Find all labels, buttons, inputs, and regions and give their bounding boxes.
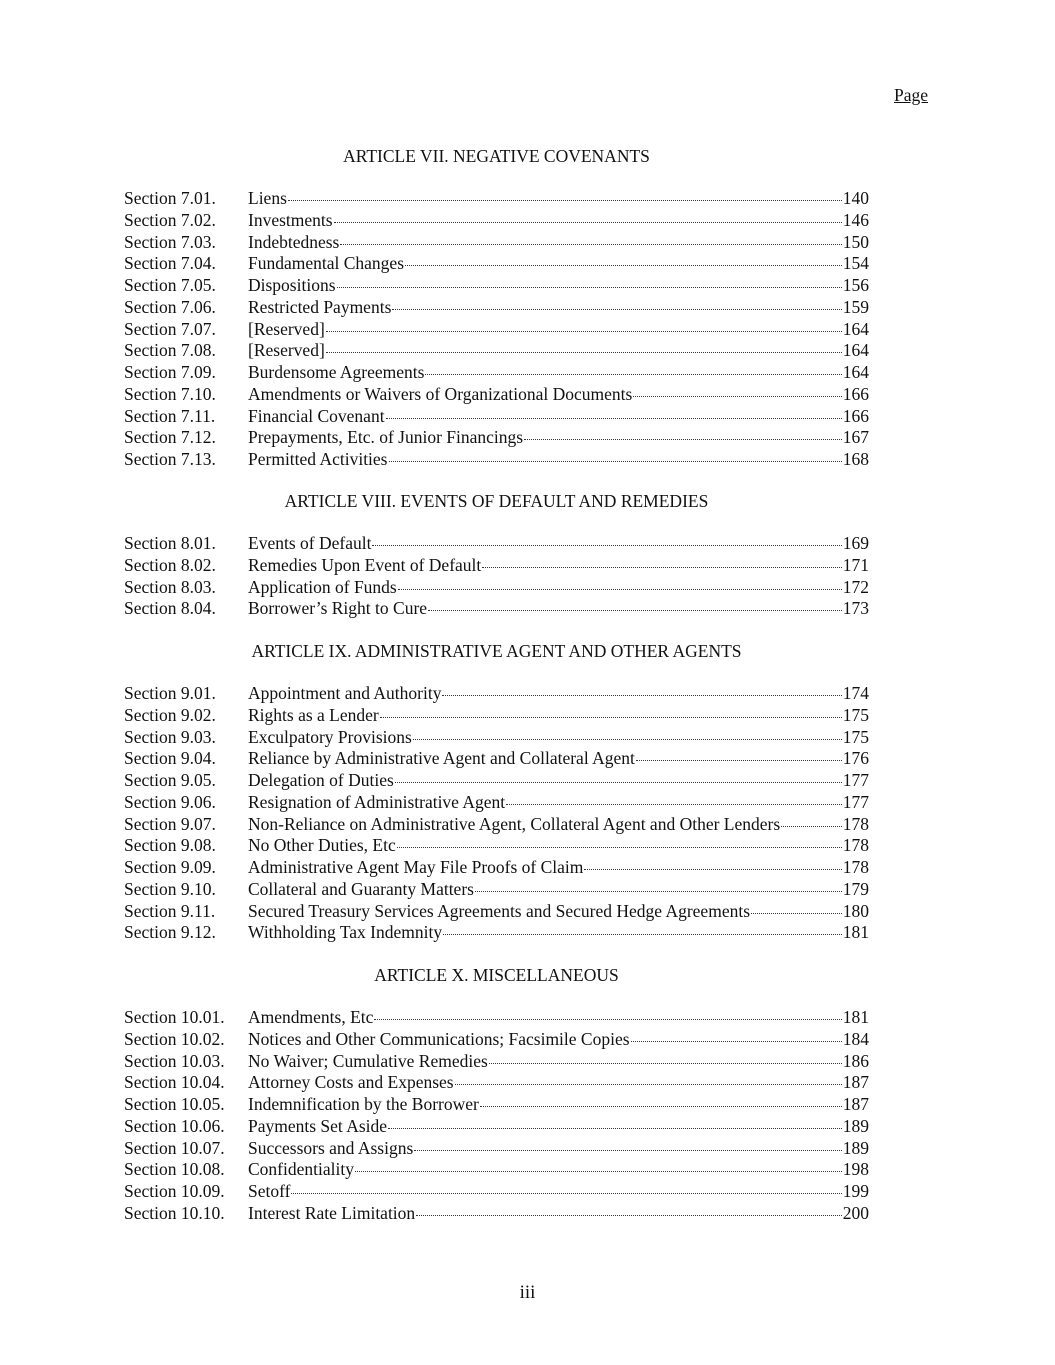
section-number: Section 7.10. bbox=[124, 383, 216, 404]
section-number: Section 10.02. bbox=[124, 1028, 225, 1049]
section-page-number: 175 bbox=[842, 704, 869, 725]
toc-entry[interactable] bbox=[124, 188, 869, 210]
toc-entry[interactable] bbox=[124, 1181, 869, 1203]
section-page-number: 177 bbox=[842, 791, 869, 812]
section-page-number: 178 bbox=[842, 835, 869, 856]
toc-entry[interactable] bbox=[124, 922, 869, 944]
section-title: Indemnification by the Borrower bbox=[248, 1094, 479, 1114]
toc-entry[interactable] bbox=[124, 577, 869, 599]
toc-entry[interactable] bbox=[124, 901, 869, 923]
dot-leader bbox=[326, 352, 842, 353]
toc-entry[interactable] bbox=[124, 210, 869, 232]
section-number: Section 8.04. bbox=[124, 598, 216, 619]
dot-leader bbox=[636, 760, 842, 761]
dot-leader bbox=[633, 396, 841, 397]
article-heading: ARTICLE VII. NEGATIVE COVENANTS bbox=[343, 146, 650, 166]
dot-leader bbox=[428, 610, 842, 611]
section-number: Section 7.01. bbox=[124, 188, 216, 208]
section-title: Remedies Upon Event of Default bbox=[248, 554, 482, 575]
dot-leader bbox=[443, 934, 842, 935]
section-number: Section 9.03. bbox=[124, 726, 216, 747]
dot-leader bbox=[455, 1084, 842, 1085]
section-number: Section 9.02. bbox=[124, 704, 216, 725]
section-number: Section 7.03. bbox=[124, 231, 216, 252]
section-title: Rights as a Lender bbox=[248, 704, 379, 725]
dot-leader bbox=[355, 1171, 842, 1172]
section-page-number: 181 bbox=[842, 922, 869, 943]
dot-leader bbox=[442, 695, 841, 696]
section-page-number: 175 bbox=[842, 726, 869, 747]
section-number: Section 9.10. bbox=[124, 878, 216, 899]
section-number: Section 10.03. bbox=[124, 1050, 225, 1071]
section-title: [Reserved] bbox=[248, 318, 325, 339]
dot-leader bbox=[475, 891, 842, 892]
dot-leader bbox=[334, 222, 842, 223]
section-page-number: 173 bbox=[842, 598, 869, 619]
section-number: Section 8.03. bbox=[124, 576, 216, 597]
dot-leader bbox=[397, 847, 842, 848]
section-number: Section 8.02. bbox=[124, 554, 216, 575]
toc-entry[interactable] bbox=[124, 748, 869, 770]
toc-entry[interactable] bbox=[124, 406, 869, 428]
section-page-number: 172 bbox=[842, 576, 869, 597]
dot-leader bbox=[372, 545, 841, 546]
section-page-number: 178 bbox=[842, 857, 869, 877]
section-title: Successors and Assigns bbox=[248, 1137, 414, 1158]
toc-entry[interactable] bbox=[124, 232, 869, 254]
toc-entry[interactable] bbox=[124, 1051, 869, 1073]
section-page-number: 189 bbox=[842, 1115, 869, 1136]
toc-entry[interactable] bbox=[124, 362, 869, 384]
section-title: Fundamental Changes bbox=[248, 253, 405, 274]
section-page-number: 187 bbox=[842, 1094, 869, 1114]
section-title: Withholding Tax Indemnity bbox=[248, 922, 443, 943]
section-title: Burdensome Agreements bbox=[248, 362, 425, 382]
section-title: Prepayments, Etc. of Junior Financings bbox=[248, 427, 524, 448]
section-page-number: 167 bbox=[842, 427, 869, 448]
section-number: Section 7.05. bbox=[124, 275, 216, 295]
toc-entry[interactable] bbox=[124, 814, 869, 836]
toc-entry[interactable] bbox=[124, 857, 869, 879]
toc-entry[interactable] bbox=[124, 384, 869, 406]
section-page-number: 164 bbox=[842, 340, 869, 361]
toc-entry[interactable] bbox=[124, 555, 869, 577]
section-number: Section 10.04. bbox=[124, 1072, 225, 1093]
section-page-number: 156 bbox=[842, 275, 869, 295]
section-number: Section 7.11. bbox=[124, 405, 216, 426]
section-title: Appointment and Authority bbox=[248, 683, 442, 703]
dot-leader bbox=[380, 717, 842, 718]
toc-entry[interactable] bbox=[124, 1072, 869, 1094]
section-title: [Reserved] bbox=[248, 340, 325, 361]
toc-entry[interactable] bbox=[124, 683, 869, 705]
section-number: Section 9.01. bbox=[124, 683, 216, 703]
section-title: Reliance by Administrative Agent and Collateral Agent bbox=[248, 748, 635, 769]
section-number: Section 9.08. bbox=[124, 835, 216, 856]
toc-entry[interactable] bbox=[124, 1138, 869, 1160]
toc-entry[interactable] bbox=[124, 340, 869, 362]
toc-entry[interactable] bbox=[124, 705, 869, 727]
section-number: Section 10.07. bbox=[124, 1137, 225, 1158]
section-number: Section 9.09. bbox=[124, 857, 216, 877]
section-title: Liens bbox=[248, 188, 287, 208]
section-page-number: 166 bbox=[842, 405, 869, 426]
section-page-number: 177 bbox=[842, 770, 869, 790]
section-title: Permitted Activities bbox=[248, 449, 388, 469]
dot-leader bbox=[405, 265, 842, 266]
section-title: Amendments or Waivers of Organizational Documents bbox=[248, 383, 633, 404]
toc-entry[interactable] bbox=[124, 1203, 869, 1225]
section-page-number: 186 bbox=[842, 1050, 869, 1071]
dot-leader bbox=[482, 567, 841, 568]
section-number: Section 9.06. bbox=[124, 791, 216, 812]
dot-leader bbox=[751, 913, 842, 914]
toc-entry[interactable] bbox=[124, 319, 869, 341]
section-title: Attorney Costs and Expenses bbox=[248, 1072, 454, 1093]
section-number: Section 10.06. bbox=[124, 1115, 225, 1136]
toc-entry[interactable] bbox=[124, 1007, 869, 1029]
toc-entry[interactable] bbox=[124, 835, 869, 857]
section-title: Indebtedness bbox=[248, 231, 340, 252]
section-page-number: 166 bbox=[842, 383, 869, 404]
section-page-number: 168 bbox=[842, 449, 869, 469]
section-number: Section 9.07. bbox=[124, 813, 216, 834]
section-title: Resignation of Administrative Agent bbox=[248, 791, 506, 812]
section-page-number: 146 bbox=[842, 209, 869, 230]
toc-entry[interactable] bbox=[124, 727, 869, 749]
section-page-number: 154 bbox=[842, 253, 869, 274]
toc-entry[interactable] bbox=[124, 879, 869, 901]
section-number: Section 7.12. bbox=[124, 427, 216, 448]
section-number: Section 10.09. bbox=[124, 1181, 225, 1201]
article-heading: ARTICLE X. MISCELLANEOUS bbox=[374, 965, 619, 985]
article-heading: ARTICLE IX. ADMINISTRATIVE AGENT AND OTHER AGENTS bbox=[251, 641, 742, 661]
section-number: Section 7.13. bbox=[124, 449, 216, 469]
section-title: Setoff bbox=[248, 1181, 291, 1201]
section-title: Exculpatory Provisions bbox=[248, 726, 412, 747]
section-title: Borrower’s Right to Cure bbox=[248, 598, 428, 619]
section-number: Section 10.01. bbox=[124, 1007, 225, 1027]
section-page-number: 198 bbox=[842, 1159, 869, 1180]
toc-entry[interactable] bbox=[124, 1029, 869, 1051]
section-page-number: 189 bbox=[842, 1137, 869, 1158]
section-title: Notices and Other Communications; Facsimile Copies bbox=[248, 1028, 630, 1049]
dot-leader bbox=[340, 244, 841, 245]
toc-entry[interactable] bbox=[124, 770, 869, 792]
toc-entry[interactable] bbox=[124, 598, 869, 620]
toc-entry[interactable] bbox=[124, 449, 869, 471]
section-number: Section 7.04. bbox=[124, 253, 216, 274]
dot-leader bbox=[416, 1215, 842, 1216]
toc-entry[interactable] bbox=[124, 275, 869, 297]
toc-entry[interactable] bbox=[124, 533, 869, 555]
dot-leader bbox=[480, 1106, 842, 1107]
section-title: Amendments, Etc bbox=[248, 1007, 374, 1027]
section-page-number: 200 bbox=[842, 1202, 869, 1223]
section-title: Collateral and Guaranty Matters bbox=[248, 878, 474, 899]
section-title: Financial Covenant bbox=[248, 405, 385, 426]
section-number: Section 10.08. bbox=[124, 1159, 225, 1180]
section-number: Section 7.07. bbox=[124, 318, 216, 339]
toc-entry[interactable] bbox=[124, 1094, 869, 1116]
dot-leader bbox=[288, 200, 842, 201]
section-title: No Other Duties, Etc bbox=[248, 835, 396, 856]
section-number: Section 10.10. bbox=[124, 1202, 225, 1223]
section-number: Section 8.01. bbox=[124, 533, 216, 553]
section-title: Confidentiality bbox=[248, 1159, 354, 1180]
section-title: Payments Set Aside bbox=[248, 1115, 388, 1136]
section-number: Section 9.04. bbox=[124, 748, 216, 769]
dot-leader bbox=[386, 418, 842, 419]
section-page-number: 199 bbox=[842, 1181, 869, 1201]
section-number: Section 7.08. bbox=[124, 340, 216, 361]
page-column-label: Page bbox=[894, 85, 929, 105]
section-number: Section 10.05. bbox=[124, 1094, 225, 1114]
dot-leader bbox=[291, 1193, 841, 1194]
footer-page-number: iii bbox=[519, 1282, 536, 1303]
dot-leader bbox=[389, 461, 842, 462]
dot-leader bbox=[631, 1041, 842, 1042]
section-title: Administrative Agent May File Proofs of Claim bbox=[248, 857, 584, 877]
section-number: Section 7.09. bbox=[124, 362, 216, 382]
section-page-number: 187 bbox=[842, 1072, 869, 1093]
section-page-number: 184 bbox=[842, 1028, 869, 1049]
section-number: Section 9.05. bbox=[124, 770, 216, 790]
section-number: Section 7.02. bbox=[124, 209, 216, 230]
article-heading: ARTICLE VIII. EVENTS OF DEFAULT AND REMEDIES bbox=[284, 491, 709, 511]
section-page-number: 164 bbox=[842, 362, 869, 382]
section-page-number: 180 bbox=[842, 900, 869, 921]
dot-leader bbox=[392, 309, 841, 310]
dot-leader bbox=[414, 1150, 841, 1151]
section-page-number: 176 bbox=[842, 748, 869, 769]
dot-leader bbox=[524, 439, 842, 440]
section-page-number: 171 bbox=[842, 554, 869, 575]
dot-leader bbox=[374, 1019, 841, 1020]
toc-entry[interactable] bbox=[124, 427, 869, 449]
section-title: No Waiver; Cumulative Remedies bbox=[248, 1050, 488, 1071]
section-title: Investments bbox=[248, 209, 333, 230]
toc-entry[interactable] bbox=[124, 792, 869, 814]
toc-entry[interactable] bbox=[124, 1116, 869, 1138]
dot-leader bbox=[395, 782, 842, 783]
section-page-number: 178 bbox=[842, 813, 869, 834]
toc-entry[interactable] bbox=[124, 253, 869, 275]
section-page-number: 181 bbox=[842, 1007, 869, 1027]
section-title: Delegation of Duties bbox=[248, 770, 394, 790]
dot-leader bbox=[781, 826, 842, 827]
section-title: Events of Default bbox=[248, 533, 372, 553]
section-page-number: 164 bbox=[842, 318, 869, 339]
section-number: Section 9.12. bbox=[124, 922, 216, 943]
dot-leader bbox=[584, 869, 841, 870]
toc-entry[interactable] bbox=[124, 1159, 869, 1181]
section-title: Interest Rate Limitation bbox=[248, 1202, 416, 1223]
section-page-number: 169 bbox=[842, 533, 869, 553]
section-page-number: 140 bbox=[842, 188, 869, 208]
section-number: Section 7.06. bbox=[124, 296, 216, 317]
dot-leader bbox=[413, 739, 842, 740]
section-title: Non-Reliance on Administrative Agent, Collateral Agent and Other Lenders bbox=[248, 813, 781, 834]
section-page-number: 159 bbox=[842, 296, 869, 317]
dot-leader bbox=[425, 374, 841, 375]
section-page-number: 179 bbox=[842, 878, 869, 899]
section-title: Dispositions bbox=[248, 275, 336, 295]
section-title: Secured Treasury Services Agreements and Secured Hedge Agreements bbox=[248, 900, 751, 921]
section-title: Restricted Payments bbox=[248, 296, 392, 317]
section-number: Section 9.11. bbox=[124, 900, 216, 921]
section-title: Application of Funds bbox=[248, 576, 397, 597]
section-page-number: 174 bbox=[842, 683, 869, 703]
section-page-number: 150 bbox=[842, 231, 869, 252]
dot-leader bbox=[388, 1128, 842, 1129]
dot-leader bbox=[337, 287, 842, 288]
dot-leader bbox=[326, 331, 842, 332]
toc-entry[interactable] bbox=[124, 297, 869, 319]
dot-leader bbox=[506, 804, 842, 805]
dot-leader bbox=[398, 589, 842, 590]
dot-leader bbox=[489, 1063, 842, 1064]
